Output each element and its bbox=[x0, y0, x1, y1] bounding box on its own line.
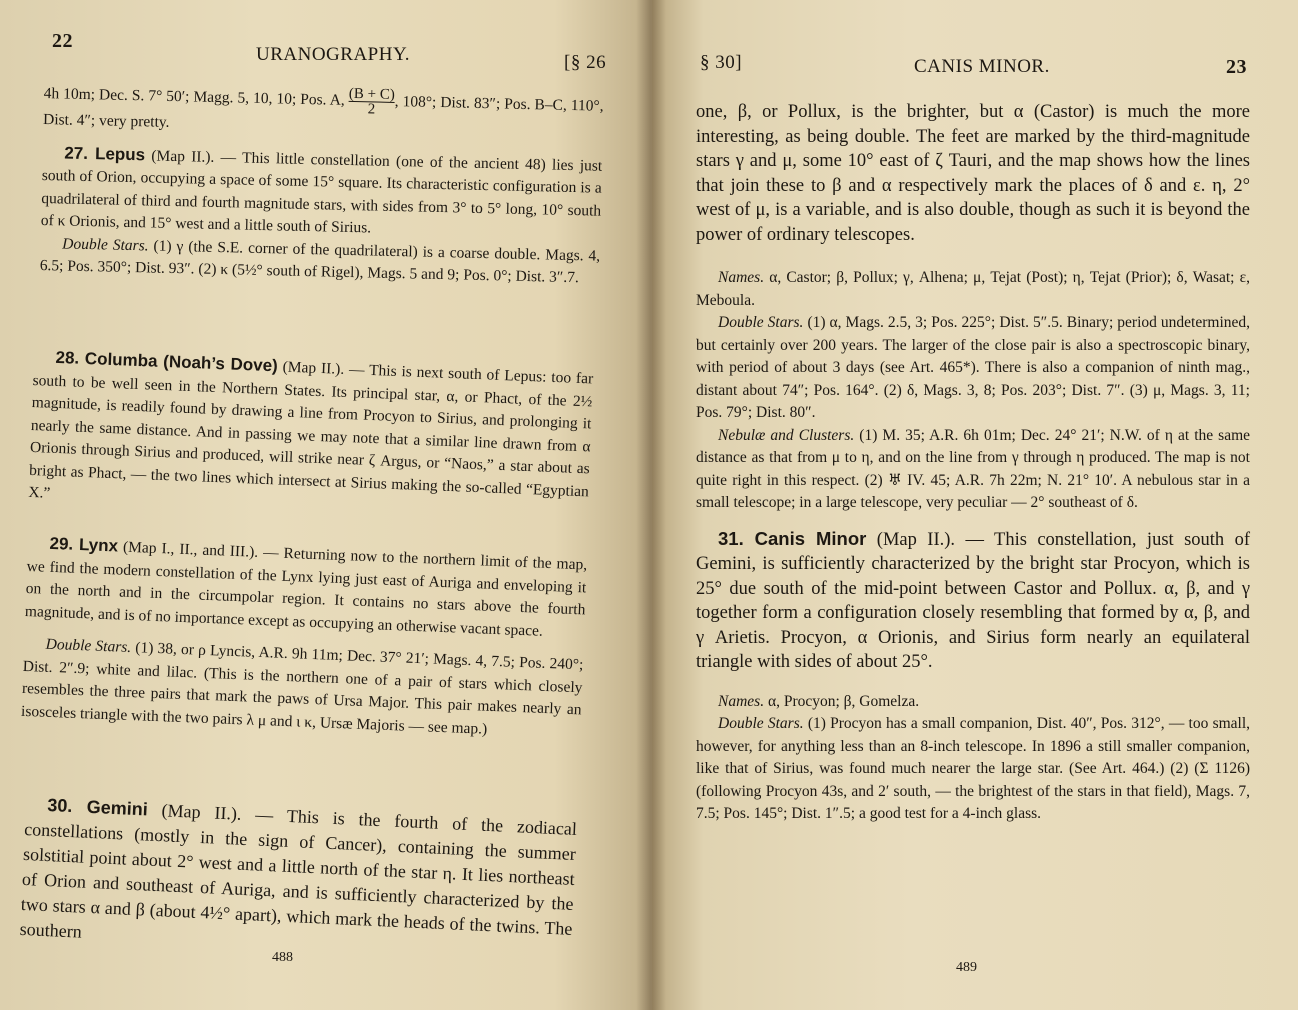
continuation-text: 4h 10m; Dec. S. 7° 50′; Magg. 5, 10, 10; Pos. A, bbox=[43, 85, 345, 109]
fraction-numerator: (B + C) bbox=[348, 85, 396, 103]
left-text-block-3 bbox=[21, 532, 588, 744]
subhead-body: α, Procyon; β, Gomelza. bbox=[767, 692, 920, 710]
section-body: (Map II.). — This little constellation (one of the ancient 48) lies just south of Orion, occupying a space of some 15° square. Its characteristic configuration is a quadrilateral of third and fourth magnitude stars, with sides from 3° to 5° long, 10° south of κ Orionis, and 15° west and a little south of Sirius. bbox=[40, 146, 603, 237]
section-heading: 31. Canis Minor bbox=[718, 527, 867, 549]
subhead-label: Names. bbox=[718, 692, 765, 710]
section-heading: 30. Gemini bbox=[46, 794, 149, 820]
left-text-block-1 bbox=[40, 80, 604, 290]
section-body: (Map II.). — This is the fourth of the zodiacal constellations (mostly in the sign of Cancer), containing the summer solstitial point about 2° west and a little north of the star η. It lies northeast of Orion and southeast of Auriga, and is sufficiently characterized by the two stars α and β (about 4½° apart), which mark the heads of the twins. The southern bbox=[19, 800, 578, 942]
subhead-label: Names. bbox=[718, 269, 765, 286]
left-text-block-2 bbox=[28, 346, 594, 526]
right-text-block bbox=[696, 100, 1250, 826]
subhead-label: Double Stars. bbox=[62, 234, 149, 254]
section-body: (Map I., II., and III.). — Returning now to the northern limit of the map, we find the modern constellation of the Lynx lying just east of Auriga and enveloping it on the north and in the circumpolar region. It contains no stars above the fourth magnitude, and is of no importance except as occupying an otherwise vacant space. bbox=[24, 538, 588, 640]
subhead-label: Double Stars. bbox=[718, 314, 804, 331]
section-heading: 27. Lepus bbox=[64, 142, 146, 164]
continuation-text-3: 83″; Pos. B–C, 110°, Dist. 4″; very pretty. bbox=[42, 94, 604, 131]
subhead-label: Double Stars. bbox=[45, 635, 132, 657]
nebulae-clusters-gemini bbox=[696, 425, 1250, 515]
section-body: (Map II.). — This is next south of Lepus: too far south to be well seen in the Northern States. Its principal star, α, or Phact, of the 2½ magnitude, is readily found by drawing a line from Procyon to Sirius, and prolonging it nearly the same distance. And in passing we may note that a similar line drawn from α Orionis through Sirius and produced, will strike near ζ Argus, or “Naos,” a star about as bright as Phact, — the two lines which intersect at Sirius making the so-called “Egyptian X.” bbox=[28, 358, 594, 502]
subhead-body: (1) α, Mags. 2.5, 3; Pos. 225°; Dist. 5″.5. Binary; period undetermined, but certainly over 200 years. The larger of the close pair is also a spectroscopic binary, with period of about 3 days (see Art. 465*). There is also a companion of ninth mag., distant about 74″; Pos. 164°. (2) δ, Mags. 3, 8; Pos. 203°; Dist. 7″. (3) μ, Mags. 3, 11; Pos. 79°; Dist. 80″. bbox=[696, 314, 1251, 421]
continuation-text-2: , 108°; Dist. bbox=[394, 93, 471, 112]
section-30-gemini bbox=[19, 792, 577, 967]
section-ref: § 30] bbox=[700, 52, 743, 73]
subhead-label: Double Stars. bbox=[718, 715, 804, 732]
subhead-body: (1) Procyon has a small companion, Dist. 40″, Pos. 312°, — too small, however, for anything less than an 8-inch telescope. In 1896 a still smaller companion, like that of Sirius, was found much nearer the large star. (See Art. 464.) (2) (Σ 1126) (following Procyon 43s, and 2′ south, — the brightest of the stars in that field), Mags. 7, 7.5; Pos. 145°; Dist. 1″.5; a good test for a 4-inch glass. bbox=[696, 715, 1251, 822]
section-31-canis-minor bbox=[696, 527, 1250, 675]
page-number: 22 bbox=[52, 30, 73, 52]
names-gemini bbox=[696, 267, 1250, 312]
folio-number: 488 bbox=[272, 950, 293, 965]
section-27-lepus bbox=[41, 141, 603, 245]
fraction bbox=[348, 87, 395, 117]
right-page bbox=[652, 0, 1298, 1010]
subhead-body: (1) γ (the S.E. corner of the quadrilateral) is a coarse double. Mags. 4, 6.5; Pos. 350°; Dist. 93″. (2) κ (5½° south of Rigel), Mags. 5 and 9; Pos. 0°; Dist. 3″.7. bbox=[39, 237, 601, 287]
page-number: 23 bbox=[1226, 56, 1247, 78]
section-heading: 28. Columba (Noah’s Dove) bbox=[55, 347, 279, 376]
section-ref: [§ 26 bbox=[564, 52, 607, 73]
subhead-label: Nebulæ and Clusters. bbox=[718, 426, 855, 444]
running-head: URANOGRAPHY. bbox=[256, 44, 410, 65]
continuation-paragraph: one, β, or Pollux, is the brighter, but α (Castor) is much the more interesting, as being double. The feet are marked by the third-magnitude stars γ and μ, some 10° east of ζ Tauri, and the map shows how the lines that join these to β and α respectively mark the places of δ and ε. η, 2° west of μ, is a variable, and is also double, though as such it is beyond the power of ordinary telescopes. bbox=[696, 102, 1250, 245]
subhead-body: (1) 38, or ρ Lyncis, A.R. 9h 11m; Dec. 37° 21′; Mags. 4, 7.5; Pos. 240°; Dist. 2″.9; white and lilac. (This is the northern one of a pair of stars which closely resembles the three pairs that mark the paws of Ursa Major. This pair makes nearly an isosceles triangle with the two pairs λ μ and ι κ, Ursæ Majoris — see map.) bbox=[20, 639, 584, 738]
left-text-block-4 bbox=[19, 792, 577, 967]
folio-number: 489 bbox=[956, 960, 977, 975]
names-canis-minor bbox=[696, 691, 1250, 714]
double-stars-canis-minor bbox=[696, 713, 1250, 826]
running-head: CANIS MINOR. bbox=[914, 56, 1050, 77]
fraction-denominator: 2 bbox=[367, 101, 376, 118]
subhead-body: α, Castor; β, Pollux; γ, Alhena; μ, Tejat (Post); η, Tejat (Prior); δ, Wasat; ε, Meboula. bbox=[696, 269, 1250, 309]
section-heading: 29. Lynx bbox=[49, 533, 119, 556]
subhead-body: (1) M. 35; A.R. 6h 01m; Dec. 24° 21′; N.W. of η at the same distance as that from μ to η, and on the line from γ through η produced. The map is not quite right in this respect. (2) ♅ IV. 45; A.R. 7h 22m; N. 21° 10′. A nebulous star in a small telescope; in a large telescope, very peculiar — 2° southeast of δ. bbox=[696, 426, 1251, 511]
section-28-columba bbox=[28, 346, 594, 526]
double-stars-gemini bbox=[696, 312, 1250, 425]
section-body: (Map II.). — This constellation, just south of Gemini, is sufficiently characterized by the bright star Procyon, which is 25° due south of the mid-point between Castor and Pollux. α, β, and γ together form a configuration closely resembling that formed by α, β, and γ Arietis. Procyon, α Orionis, and Sirius form nearly an equilateral triangle with sides of about 25°. bbox=[696, 529, 1251, 672]
